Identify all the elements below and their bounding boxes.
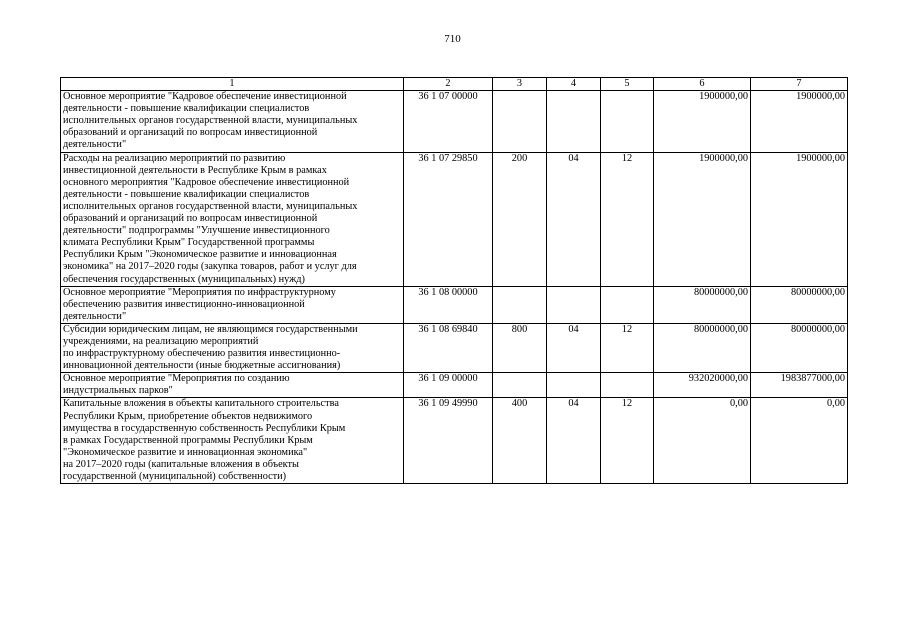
description-line: образований и организаций по вопросам инвестиционной bbox=[63, 127, 318, 139]
column-header-4: 4 bbox=[547, 78, 601, 91]
table-row bbox=[61, 286, 848, 323]
section-code: 04 bbox=[547, 152, 601, 286]
description-line: индустриальных парков" bbox=[63, 385, 173, 397]
description-line: на 2017–2020 годы (капитальные вложения в объекты bbox=[63, 458, 299, 470]
amount-col-6: 80000000,00 bbox=[654, 323, 751, 372]
column-header-7: 7 bbox=[751, 78, 848, 91]
amount-col-6: 1900000,00 bbox=[654, 91, 751, 152]
amount-col-7: 0,00 bbox=[751, 398, 848, 484]
description-line: Республики Крым, приобретение объектов недвижимого bbox=[63, 410, 313, 422]
section-code bbox=[547, 286, 601, 323]
expense-type-code bbox=[493, 286, 547, 323]
description-line: Субсидии юридическим лицам, не являющимся государственными bbox=[63, 323, 358, 335]
description-line: образований и организаций по вопросам инвестиционной bbox=[63, 213, 318, 225]
target-article-code: 36 1 08 69840 bbox=[404, 323, 493, 372]
section-code bbox=[547, 373, 601, 398]
row-description bbox=[61, 152, 404, 286]
column-number-header-row bbox=[61, 78, 848, 91]
description-line: климата Республики Крым" Государственной программы bbox=[63, 237, 315, 249]
column-header-6: 6 bbox=[654, 78, 751, 91]
description-line: обеспечения государственных (муниципальных) нужд) bbox=[63, 273, 305, 285]
expense-type-code: 200 bbox=[493, 152, 547, 286]
subsection-code: 12 bbox=[601, 398, 654, 484]
description-line: деятельности" bbox=[63, 139, 127, 151]
description-line: Основное мероприятие "Мероприятия по инфраструктурному bbox=[63, 286, 336, 298]
description-line: исполнительных органов государственной власти, муниципальных bbox=[63, 200, 358, 212]
description-line: "Экономическое развитие и инновационная экономика" bbox=[63, 446, 308, 458]
description-line: Капитальные вложения в объекты капитального строительства bbox=[63, 398, 339, 410]
page-number: 710 bbox=[444, 33, 461, 45]
description-line: в рамках Государственной программы Республики Крым bbox=[63, 434, 313, 446]
column-header-5: 5 bbox=[601, 78, 654, 91]
table-row bbox=[61, 91, 848, 152]
description-line: деятельности - повышение квалификации специалистов bbox=[63, 103, 310, 115]
amount-col-6: 1900000,00 bbox=[654, 152, 751, 286]
row-description bbox=[61, 91, 404, 152]
description-line: обеспечению развития инвестиционно-инновационной bbox=[63, 298, 305, 310]
amount-col-6: 0,00 bbox=[654, 398, 751, 484]
section-code: 04 bbox=[547, 323, 601, 372]
amount-col-6: 80000000,00 bbox=[654, 286, 751, 323]
description-line: Основное мероприятие "Кадровое обеспечение инвестиционной bbox=[63, 91, 347, 103]
expense-type-code bbox=[493, 373, 547, 398]
budget-table bbox=[60, 77, 848, 484]
expense-type-code bbox=[493, 91, 547, 152]
description-line: инвестиционной деятельности в Республике Крым в рамках bbox=[63, 164, 327, 176]
description-line: инновационной деятельности (иные бюджетные ассигнования) bbox=[63, 360, 341, 372]
description-line: Расходы на реализацию мероприятий по развитию bbox=[63, 152, 286, 164]
amount-col-7: 80000000,00 bbox=[751, 323, 848, 372]
table-row bbox=[61, 152, 848, 286]
description-line: по инфраструктурному обеспечению развития инвестиционно- bbox=[63, 348, 341, 360]
row-description bbox=[61, 398, 404, 484]
description-line: исполнительных органов государственной власти, муниципальных bbox=[63, 115, 358, 127]
subsection-code: 12 bbox=[601, 323, 654, 372]
description-line: экономика" на 2017–2020 годы (закупка товаров, работ и услуг для bbox=[63, 261, 357, 273]
expense-type-code: 800 bbox=[493, 323, 547, 372]
row-description bbox=[61, 373, 404, 398]
amount-col-7: 1900000,00 bbox=[751, 91, 848, 152]
amount-col-7: 1900000,00 bbox=[751, 152, 848, 286]
description-line: государственной (муниципальной) собственности) bbox=[63, 471, 287, 482]
column-header-1: 1 bbox=[61, 78, 404, 91]
subsection-code: 12 bbox=[601, 152, 654, 286]
target-article-code: 36 1 09 49990 bbox=[404, 398, 493, 484]
amount-col-6: 932020000,00 bbox=[654, 373, 751, 398]
description-line: имущества в государственную собственность Республики Крым bbox=[63, 422, 346, 434]
amount-col-7: 80000000,00 bbox=[751, 286, 848, 323]
description-line: учреждениями, на реализацию мероприятий bbox=[63, 335, 259, 347]
target-article-code: 36 1 07 00000 bbox=[404, 91, 493, 152]
subsection-code bbox=[601, 373, 654, 398]
row-description bbox=[61, 286, 404, 323]
target-article-code: 36 1 07 29850 bbox=[404, 152, 493, 286]
section-code bbox=[547, 91, 601, 152]
description-line: Основное мероприятие "Мероприятия по созданию bbox=[63, 373, 290, 385]
table-row bbox=[61, 373, 848, 398]
column-header-2: 2 bbox=[404, 78, 493, 91]
subsection-code bbox=[601, 286, 654, 323]
target-article-code: 36 1 09 00000 bbox=[404, 373, 493, 398]
amount-col-7: 1983877000,00 bbox=[751, 373, 848, 398]
target-article-code: 36 1 08 00000 bbox=[404, 286, 493, 323]
table-row bbox=[61, 323, 848, 372]
description-line: Республики Крым "Экономическое развитие и инновационная bbox=[63, 249, 337, 261]
description-line: деятельности" подпрограммы "Улучшение инвестиционного bbox=[63, 225, 330, 237]
description-line: деятельности" bbox=[63, 310, 127, 322]
description-line: основного мероприятия "Кадровое обеспечение инвестиционной bbox=[63, 176, 350, 188]
row-description bbox=[61, 323, 404, 372]
expense-type-code: 400 bbox=[493, 398, 547, 484]
table-row bbox=[61, 398, 848, 484]
description-line: деятельности - повышение квалификации специалистов bbox=[63, 188, 310, 200]
column-header-3: 3 bbox=[493, 78, 547, 91]
subsection-code bbox=[601, 91, 654, 152]
section-code: 04 bbox=[547, 398, 601, 484]
